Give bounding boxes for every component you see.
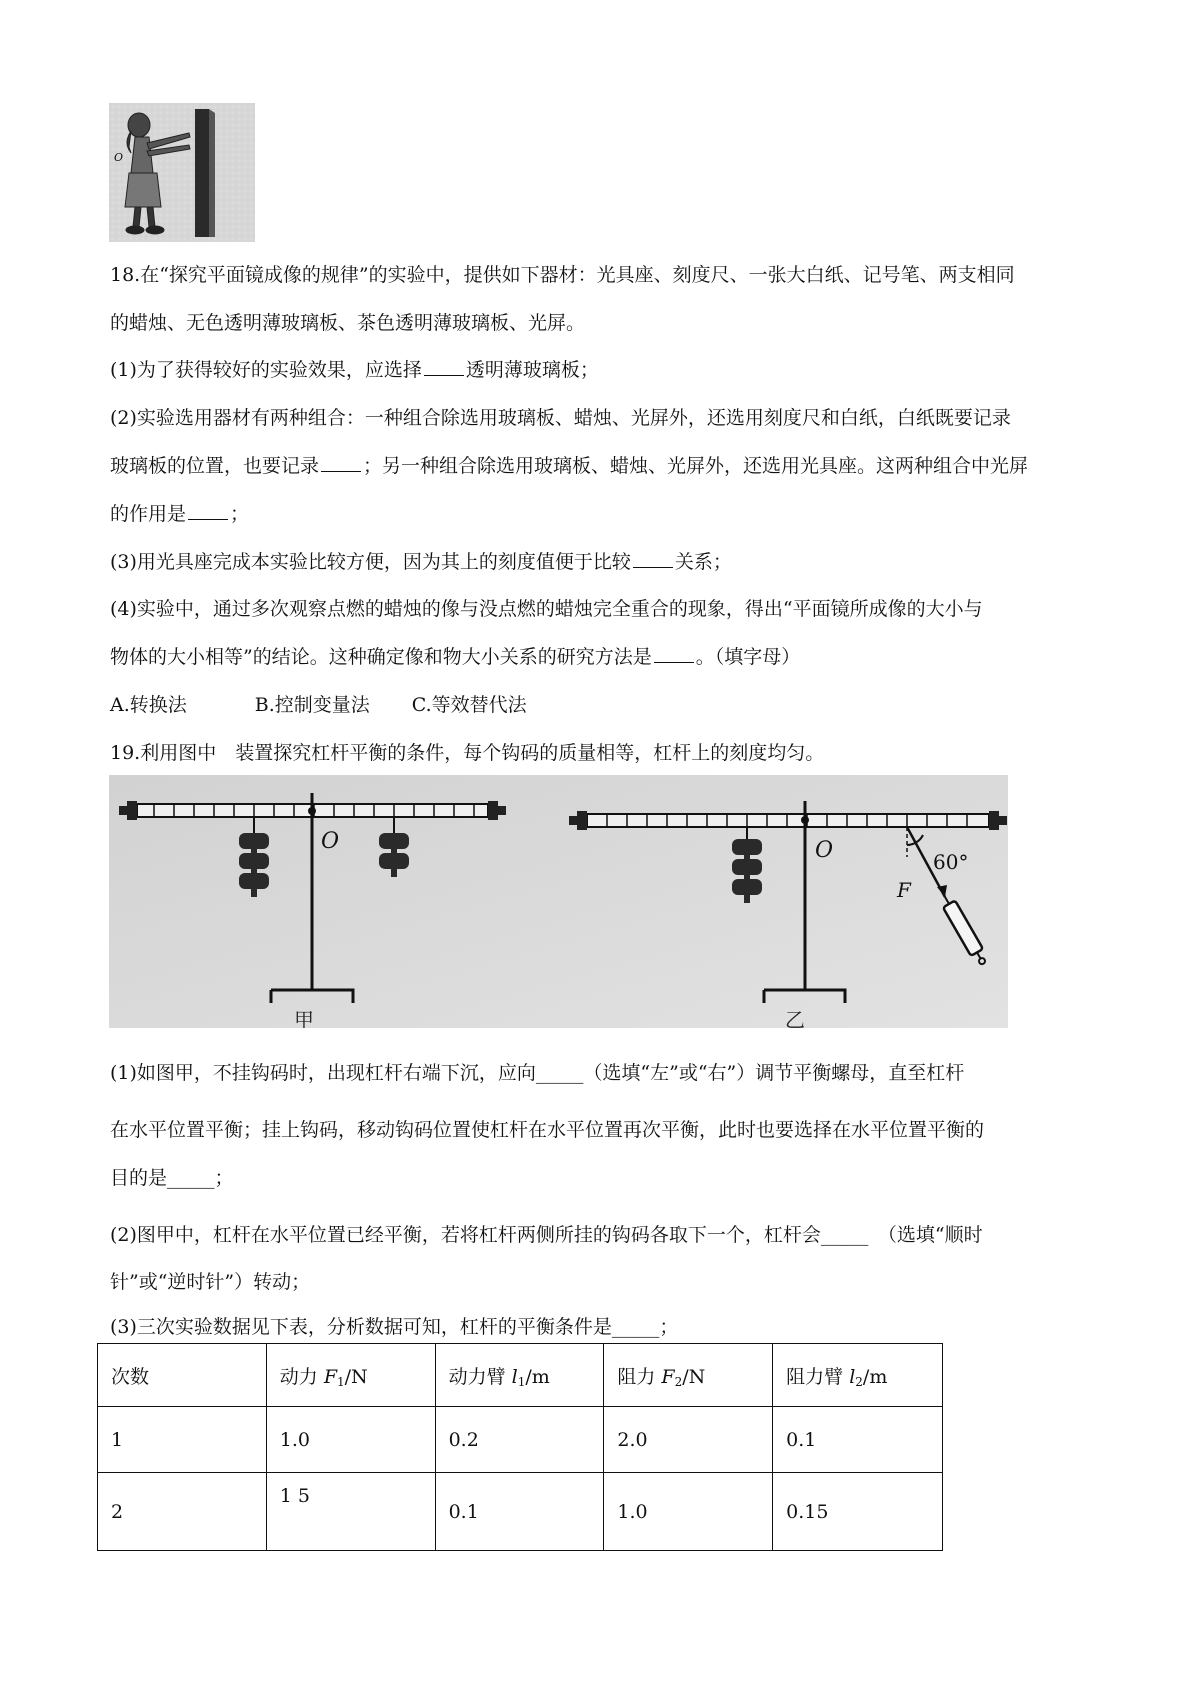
label-angle: 60° (933, 850, 969, 874)
q18-options (110, 687, 1100, 724)
cell-l2: 0.1 (773, 1407, 943, 1473)
q18-part2-text-d: ； (230, 503, 250, 525)
table-row (98, 1407, 943, 1473)
q19-part2-line1: (2)图甲中，杠杆在水平位置已经平衡，若将杠杆两侧所挂的钩码各取下一个，杠杆会_____ （选填“顺时 (110, 1224, 983, 1246)
cell-l1: 0.1 (435, 1473, 604, 1551)
q18-part3 (110, 544, 1100, 581)
cell-f1: 1 5 (266, 1473, 435, 1551)
q18-part4-line1: (4)实验中，通过多次观察点燃的蜡烛的像与没点燃的蜡烛完全重合的现象，得出“平面镜所成像的大小与 (110, 598, 983, 620)
figure-lever-experiment (109, 775, 1008, 1028)
cell-l2: 0.15 (773, 1473, 943, 1551)
cell-count: 1 (98, 1407, 267, 1473)
q19-part1-line1: (1)如图甲，不挂钩码时，出现杠杆右端下沉，应向_____（选填“左”或“右”）调节平衡螺母，直至杠杆 (110, 1062, 965, 1084)
blank (633, 547, 673, 568)
label-o: O (114, 151, 124, 164)
table-header-row (98, 1344, 943, 1407)
q18-part2-line2 (110, 448, 1100, 485)
header-count: 次数 (98, 1344, 267, 1407)
q18-part1 (110, 352, 1100, 389)
q18-part4-line2 (110, 639, 1100, 676)
option-b: B.控制变量法 (254, 694, 370, 716)
cell-count: 2 (98, 1473, 267, 1551)
q19-intro: 19.利用图中 装置探究杠杆平衡的条件，每个钩码的质量相等，杠杆上的刻度均匀。 (110, 742, 825, 764)
data-table (97, 1343, 943, 1551)
q18-part1-text-a: (1)为了获得较好的实验效果，应选择 (110, 359, 422, 381)
label-o-right: O (815, 838, 834, 863)
q18-part2-text-c: 的作用是 (110, 503, 187, 525)
caption-right: 乙 (785, 1008, 805, 1028)
balance-nut-left (127, 801, 137, 820)
q18-line2: 的蜡烛、无色透明薄玻璃板、茶色透明薄玻璃板、光屏。 (110, 312, 586, 334)
cell-f2: 1.0 (604, 1473, 773, 1551)
q19-part3: (3)三次实验数据见下表，分析数据可知，杠杆的平衡条件是_____； (110, 1316, 679, 1338)
hook-weights-left (239, 833, 269, 897)
q18-part2-text-a: 玻璃板的位置，也要记录 (110, 455, 320, 477)
blank (188, 499, 228, 520)
figure-person-pushing-wall (109, 103, 255, 242)
q18-part2-line1: (2)实验选用器材有两种组合：一种组合除选用玻璃板、蜡烛、光屏外，还选用刻度尺和白纸，白纸既要记录 (110, 407, 1011, 429)
option-c: C.等效替代法 (411, 694, 527, 716)
q18-part4-text-b: 。（填字母） (695, 646, 801, 668)
table-row (98, 1473, 943, 1551)
header-effort-arm: 动力臂 $l_1/m$ (435, 1344, 604, 1407)
q19-part1-line2: 在水平位置平衡；挂上钩码，移动钩码位置使杠杆在水平位置再次平衡，此时也要选择在水平位置平衡的 (110, 1119, 985, 1141)
blank (654, 642, 694, 663)
header-effort-force: 动力 $F_1/N$ (266, 1344, 435, 1407)
q18-part3-text-a: (3)用光具座完成本实验比较方便，因为其上的刻度值便于比较 (110, 551, 631, 573)
header-load-force: 阻力 $F_2/N$ (604, 1344, 773, 1407)
cell-f1: 1.0 (266, 1407, 435, 1473)
header-load-arm: 阻力臂 $l_2/m$ (773, 1344, 943, 1407)
q18-part1-text-b: 透明薄玻璃板； (465, 359, 599, 381)
cell-f2: 2.0 (604, 1407, 773, 1473)
cell-l1: 0.2 (435, 1407, 604, 1473)
q18-part2-line3 (110, 496, 1100, 533)
balance-nut-right (488, 801, 498, 820)
q18-part3-text-b: 关系； (674, 551, 732, 573)
q19-part2-line2: 针”或“逆时针”）转动； (110, 1271, 311, 1293)
blank (321, 451, 361, 472)
caption-left: 甲 (294, 1008, 314, 1028)
q18-part4-text-a: 物体的大小相等”的结论。这种确定像和物大小关系的研究方法是 (110, 646, 652, 668)
option-a: A.转换法 (110, 694, 187, 716)
wall (195, 109, 209, 237)
label-o-left: O (321, 829, 340, 854)
blank (424, 355, 464, 376)
label-f: F (897, 878, 911, 902)
q18-part2-text-b: ；另一种组合除选用玻璃板、蜡烛、光屏外，还选用光具座。这两种组合中光屏 (363, 455, 1029, 477)
q19-part1-line3: 目的是_____； (110, 1167, 234, 1189)
q18-line1: 18.在“探究平面镜成像的规律”的实验中，提供如下器材：光具座、刻度尺、一张大白纸、记号笔、两支相同 (110, 264, 1015, 286)
